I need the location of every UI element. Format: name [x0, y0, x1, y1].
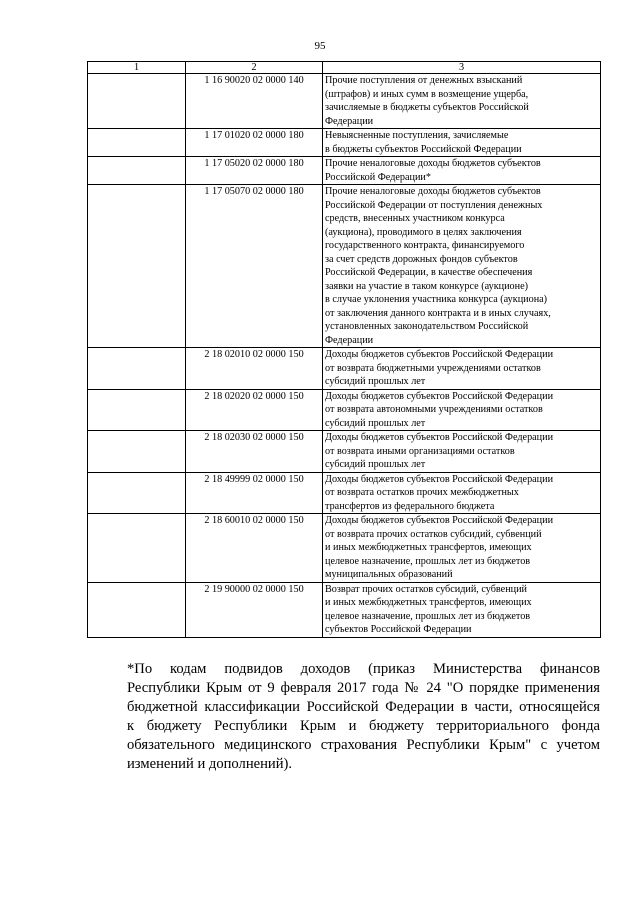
row-col-1-cell	[88, 129, 186, 157]
table-row	[88, 582, 601, 637]
header-col-2: 2	[186, 62, 323, 74]
description-line: Федерации	[325, 334, 374, 346]
table-row	[88, 74, 601, 129]
income-code-cell: 1 17 01020 02 0000 180	[186, 129, 323, 157]
description-line: Возврат прочих остатков субсидий, субвенций	[325, 583, 527, 595]
income-description-cell	[323, 514, 601, 583]
income-code-cell: 2 18 02030 02 0000 150	[186, 431, 323, 473]
table-row	[88, 431, 601, 473]
description-line: субъектов Российской Федерации	[325, 624, 472, 635]
description-line: от возврата прочих остатков субсидий, субвенций	[325, 528, 542, 540]
footnote-line: бюджетной классификации Российской Федерации в части, относящейся	[127, 699, 600, 715]
description-line: Российской Федерации, в качестве обеспечения	[325, 267, 533, 278]
row-col-1-cell	[88, 582, 186, 637]
footnote	[87, 660, 600, 774]
description-line: от возврата остатков прочих межбюджетных	[325, 487, 519, 498]
income-description-cell	[323, 185, 601, 348]
description-line: Прочие неналоговые доходы бюджетов субъектов	[325, 186, 541, 197]
row-col-1-cell	[88, 472, 186, 514]
footnote-line: к бюджету Республики Крым и бюджету территориального фонда	[127, 718, 600, 734]
description-line: установленных законодательством Российской	[325, 321, 529, 332]
row-col-1-cell	[88, 514, 186, 583]
description-line: субсидий прошлых лет	[325, 459, 426, 470]
description-line: от возврата автономными учреждениями остатков	[325, 404, 543, 415]
income-description-cell	[323, 74, 601, 129]
income-code-cell: 1 17 05070 02 0000 180	[186, 185, 323, 348]
description-line: и иных межбюджетных трансфертов, имеющих	[325, 542, 532, 553]
income-description-cell	[323, 472, 601, 514]
row-col-1-cell	[88, 74, 186, 129]
description-line: трансфертов из федерального бюджета	[325, 500, 495, 512]
description-line: Федерации	[325, 115, 374, 127]
description-line: от возврата иными организациями остатков	[325, 445, 515, 457]
description-line: целевое назначение, прошлых лет из бюджетов	[325, 555, 531, 567]
table-row	[88, 185, 601, 348]
description-line: Российской Федерации от поступления денежных	[325, 199, 543, 211]
footnote-line: изменений и дополнений).	[127, 756, 293, 772]
description-line: зачисляемые в бюджеты субъектов Российской	[325, 102, 529, 113]
income-description-cell	[323, 157, 601, 185]
page-number: 95	[314, 40, 326, 52]
income-code-cell: 1 16 90020 02 0000 140	[186, 74, 323, 129]
description-line: Невыясненные поступления, зачисляемые	[325, 130, 509, 141]
income-codes-table	[87, 61, 601, 638]
header-col-1: 1	[88, 62, 186, 74]
income-code-cell: 2 18 02020 02 0000 150	[186, 389, 323, 431]
income-description-cell	[323, 129, 601, 157]
table-row	[88, 389, 601, 431]
income-code-cell: 2 18 02010 02 0000 150	[186, 348, 323, 390]
income-description-cell	[323, 582, 601, 637]
description-line: Доходы бюджетов субъектов Российской Федерации	[325, 432, 554, 443]
income-code-cell: 2 18 60010 02 0000 150	[186, 514, 323, 583]
description-line: (штрафов) и иных сумм в возмещение ущерба,	[325, 88, 529, 100]
footnote-line: Республики Крым от 9 февраля 2017 года № 24 "О порядке применения	[127, 680, 600, 696]
description-line: муниципальных образований	[325, 569, 453, 580]
description-line: средств, внесенных участником конкурса	[325, 213, 505, 224]
description-line: за счет средств дорожных фондов субъектов	[325, 253, 518, 265]
description-line: от заключения данного контракта и в иных случаях,	[325, 307, 551, 319]
description-line: (аукциона), проводимого в целях заключения	[325, 226, 522, 238]
description-line: Прочие неналоговые доходы бюджетов субъектов	[325, 158, 541, 169]
footnote-line: обязательного медицинского страхования Республики Крым" с учетом	[127, 737, 600, 753]
income-code-cell: 2 18 49999 02 0000 150	[186, 472, 323, 514]
description-line: заявки на участие в таком конкурсе (аукционе)	[325, 280, 529, 292]
table-row	[88, 129, 601, 157]
description-line: в случае уклонения участника конкурса (аукциона)	[325, 294, 548, 305]
description-line: государственного контракта, финансируемого	[325, 240, 525, 251]
row-col-1-cell	[88, 157, 186, 185]
header-col-3: 3	[323, 62, 601, 74]
income-description-cell	[323, 348, 601, 390]
table-header-row	[88, 62, 601, 74]
description-line: целевое назначение, прошлых лет из бюджетов	[325, 610, 531, 622]
table-row	[88, 348, 601, 390]
description-line: Доходы бюджетов субъектов Российской Федерации	[325, 473, 554, 485]
row-col-1-cell	[88, 348, 186, 390]
description-line: Доходы бюджетов субъектов Российской Федерации	[325, 390, 554, 402]
description-line: субсидий прошлых лет	[325, 417, 426, 429]
table-row	[88, 472, 601, 514]
description-line: Российской Федерации*	[325, 171, 431, 183]
income-description-cell	[323, 431, 601, 473]
table-row	[88, 157, 601, 185]
income-code-cell: 1 17 05020 02 0000 180	[186, 157, 323, 185]
description-line: Прочие поступления от денежных взысканий	[325, 75, 523, 86]
description-line: Доходы бюджетов субъектов Российской Федерации	[325, 349, 554, 360]
row-col-1-cell	[88, 185, 186, 348]
description-line: и иных межбюджетных трансфертов, имеющих	[325, 597, 532, 608]
footnote-line: *По кодам подвидов доходов (приказ Министерства финансов	[127, 661, 600, 677]
income-code-cell: 2 19 90000 02 0000 150	[186, 582, 323, 637]
table-row	[88, 514, 601, 583]
footnote-paragraph	[87, 660, 600, 774]
row-col-1-cell	[88, 431, 186, 473]
description-line: Доходы бюджетов субъектов Российской Федерации	[325, 515, 554, 526]
row-col-1-cell	[88, 389, 186, 431]
description-line: субсидий прошлых лет	[325, 376, 426, 387]
income-description-cell	[323, 389, 601, 431]
table-body	[88, 74, 601, 638]
description-line: от возврата бюджетными учреждениями остатков	[325, 362, 541, 374]
description-line: в бюджеты субъектов Российской Федерации	[325, 143, 522, 155]
